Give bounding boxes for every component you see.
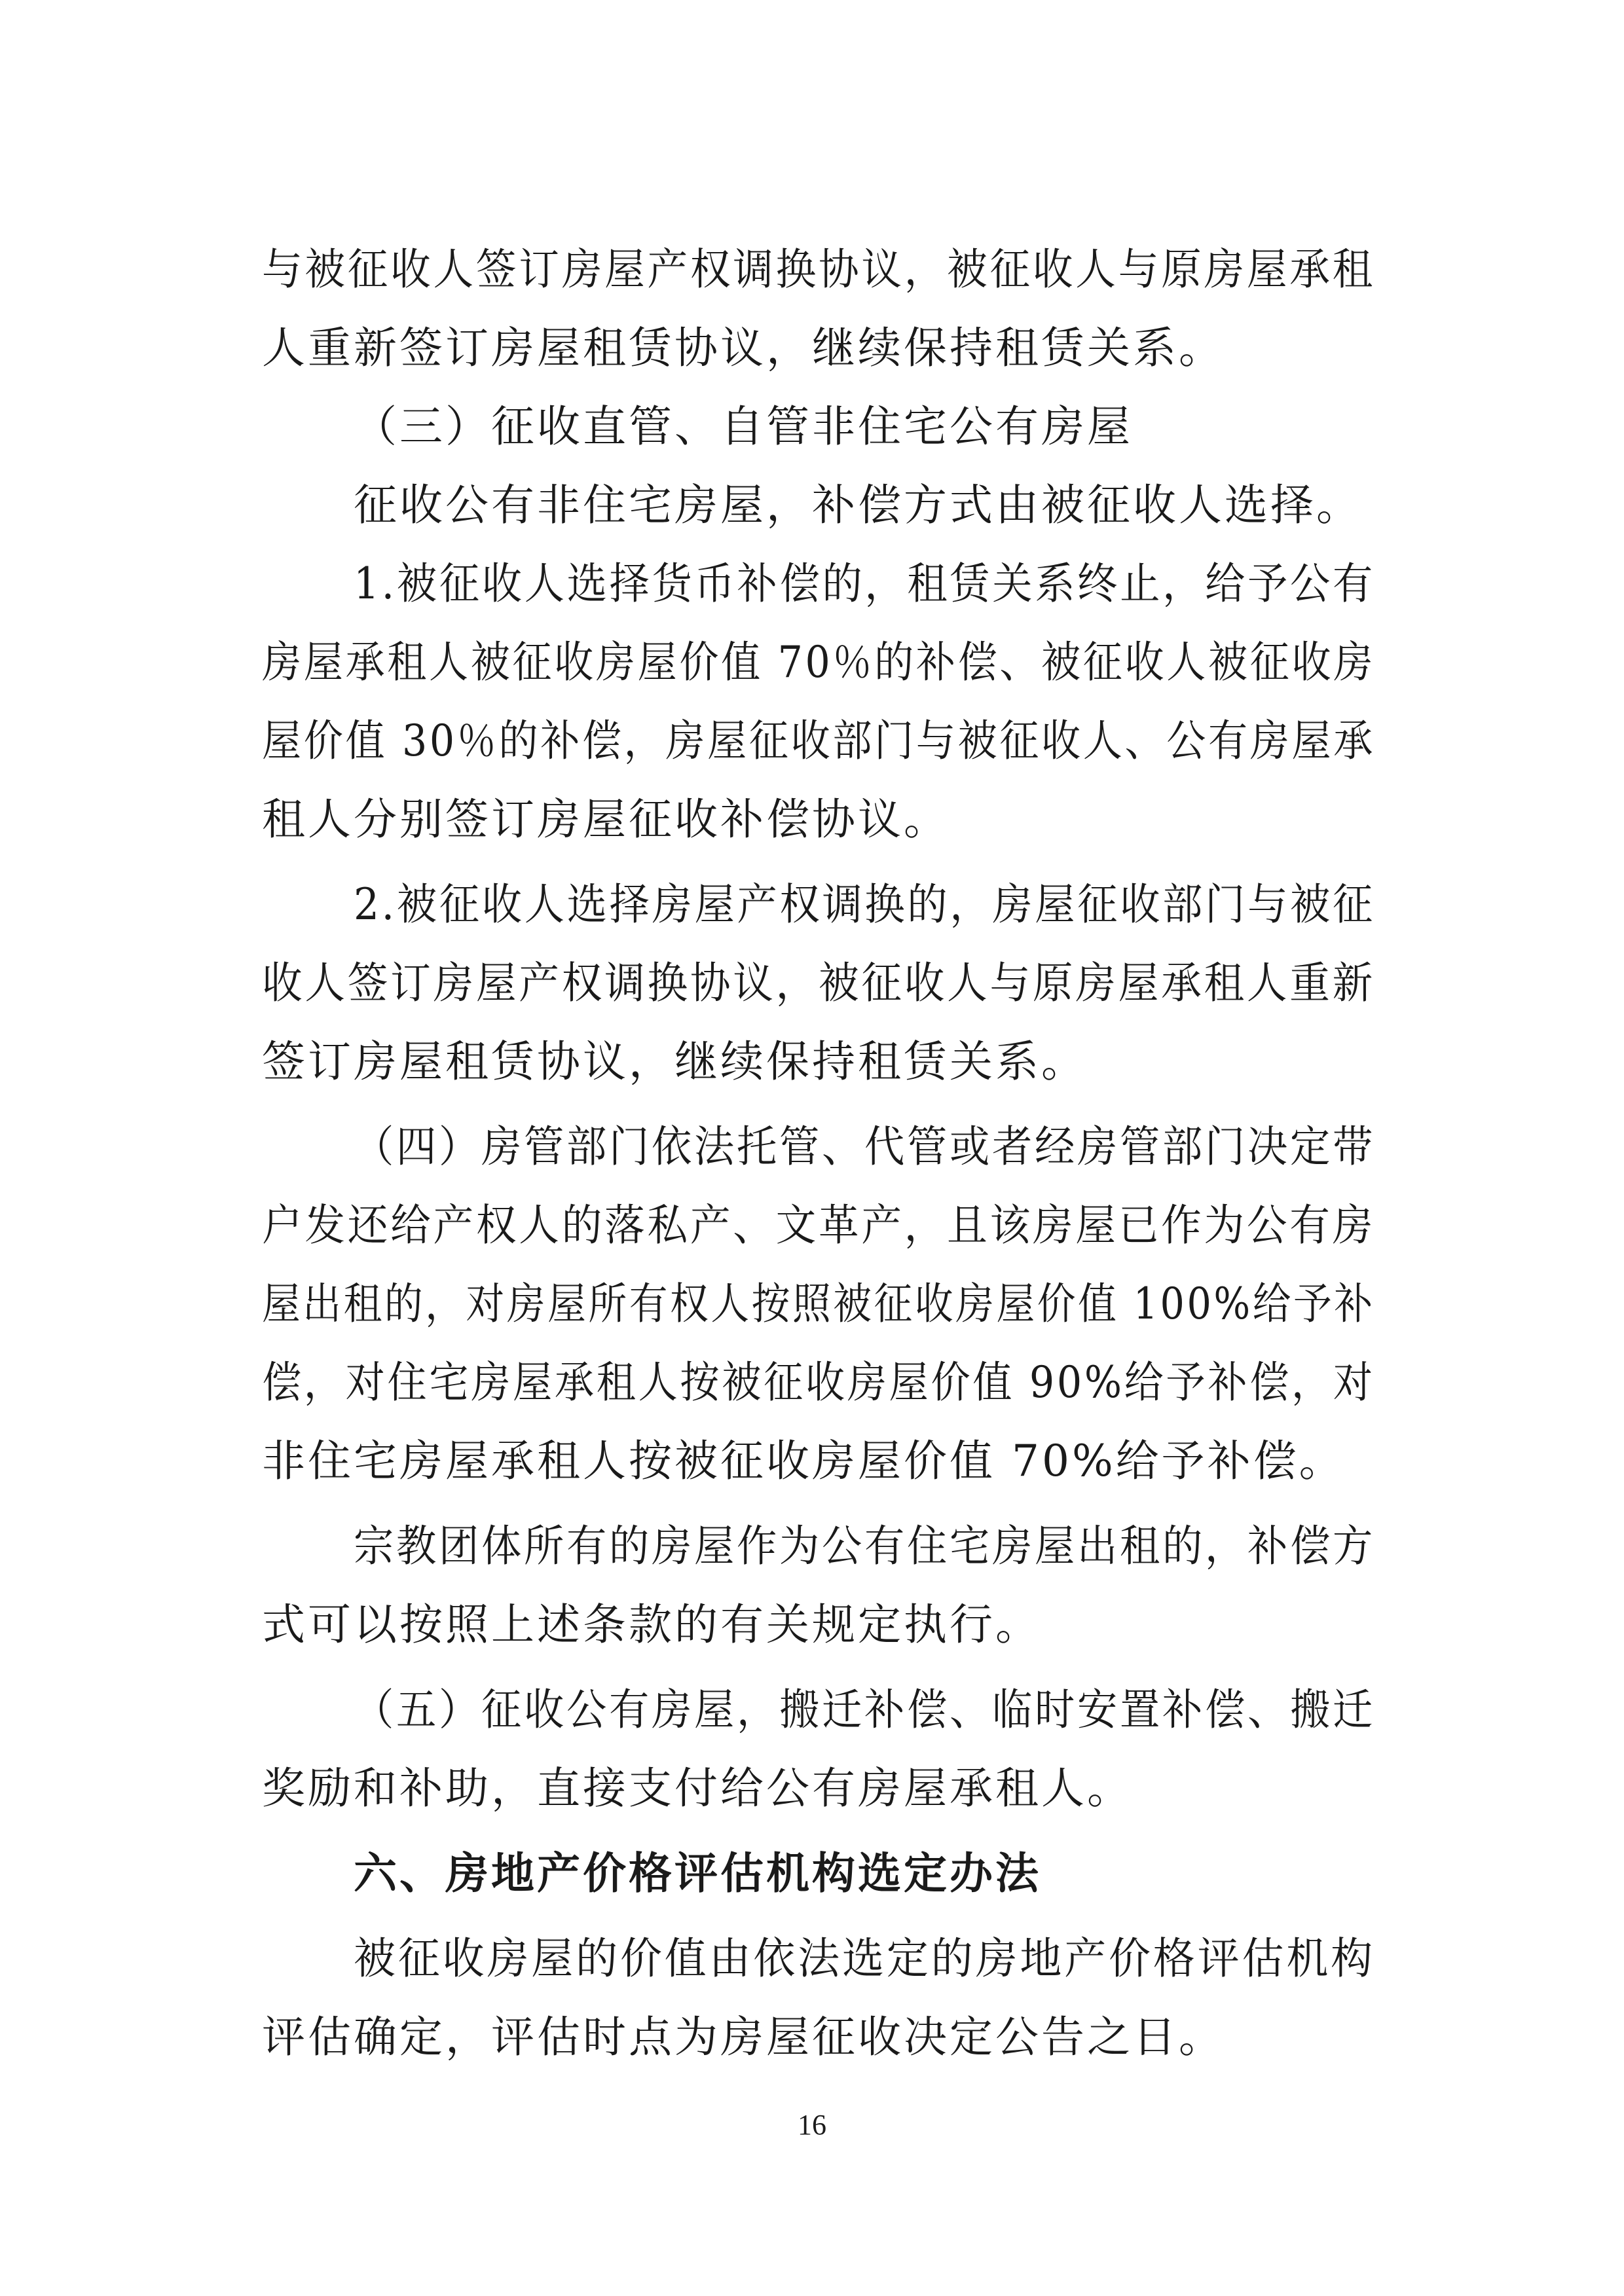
text-line: 收人签订房屋产权调换协议，被征收人与原房屋承租人重新 — [262, 958, 1375, 1008]
text-line: 2.被征收人选择房屋产权调换的，房屋征收部门与被征 — [354, 879, 1375, 930]
text-line: 宗教团体所有的房屋作为公有住宅房屋出租的，补偿方 — [354, 1521, 1375, 1571]
text-line: 非住宅房屋承租人按被征收房屋价值 70%给予补偿。 — [262, 1436, 1345, 1486]
text-line: 户发还给产权人的落私产、文革产，且该房屋已作为公有房 — [262, 1200, 1375, 1250]
text-line: 与被征收人签订房屋产权调换协议，被征收人与原房屋承租 — [262, 244, 1375, 295]
page-number: 16 — [798, 2109, 826, 2141]
text-line: 房屋承租人被征收房屋价值 70％的补偿、被征收人被征收房 — [262, 637, 1375, 687]
section-heading: （四）房管部门依法托管、代管或者经房管部门决定带 — [354, 1121, 1375, 1172]
text-line: 偿，对住宅房屋承租人按被征收房屋价值 90%给予补偿，对 — [262, 1357, 1375, 1408]
text-line: 屋出租的，对房屋所有权人按照被征收房屋价值 100%给予补 — [262, 1279, 1375, 1329]
section-heading: （五）征收公有房屋，搬迁补偿、临时安置补偿、搬迁 — [354, 1685, 1375, 1735]
text-line: 被征收房屋的价值由依法选定的房地产价格评估机构 — [354, 1933, 1375, 1984]
text-line: 屋价值 30％的补偿，房屋征收部门与被征收人、公有房屋承 — [262, 716, 1375, 766]
text-line: 租人分别签订房屋征收补偿协议。 — [262, 794, 950, 845]
text-line: 人重新签订房屋租赁协议，继续保持租赁关系。 — [262, 323, 1225, 373]
text-line: 评估确定，评估时点为房屋征收决定公告之日。 — [262, 2012, 1225, 2062]
text-line: 签订房屋租赁协议，继续保持租赁关系。 — [262, 1036, 1087, 1087]
text-line: 1.被征收人选择货币补偿的，租赁关系终止，给予公有 — [354, 558, 1375, 609]
text-line: 奖励和补助，直接支付给公有房屋承租人。 — [262, 1763, 1133, 1813]
text-line: 征收公有非住宅房屋，补偿方式由被征收人选择。 — [354, 480, 1362, 530]
section-heading: （三）征收直管、自管非住宅公有房屋 — [354, 401, 1133, 452]
text-line: 式可以按照上述条款的有关规定执行。 — [262, 1599, 1041, 1650]
chapter-heading: 六、房地产价格评估机构选定办法 — [354, 1848, 1041, 1899]
